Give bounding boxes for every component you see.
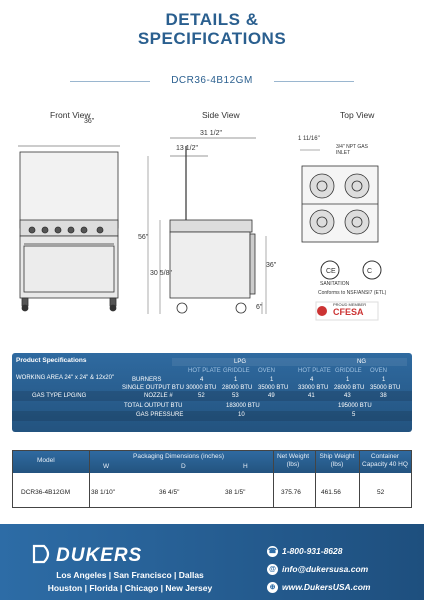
label-nozzle: NOZZLE # bbox=[144, 393, 173, 399]
th-container: Container Capacity 40 HQ bbox=[362, 453, 408, 468]
website-link[interactable]: www.DukersUSA.com bbox=[282, 582, 371, 592]
lpg-btu-hp: 30000 BTU bbox=[186, 385, 217, 391]
leg-dim: 6" bbox=[256, 304, 263, 311]
email-link[interactable]: info@dukersusa.com bbox=[282, 564, 369, 574]
lpg-nozzle-hp: 52 bbox=[198, 393, 205, 399]
ng-btu-gr: 28000 BTU bbox=[334, 385, 365, 391]
th-w: W bbox=[103, 463, 110, 470]
model-header bbox=[70, 72, 354, 92]
ng-burners-ov: 1 bbox=[382, 377, 386, 383]
header-band bbox=[172, 358, 407, 366]
gas-type: GAS TYPE LPG/NG bbox=[32, 393, 87, 399]
ng-col-hotplate: HOT PLATE bbox=[298, 368, 331, 374]
td-w: 38 1/10" bbox=[91, 489, 115, 496]
sanitation-logo-mark: CE bbox=[326, 268, 336, 275]
height-total-dim: 56" bbox=[138, 234, 149, 241]
lpg-total: 183000 BTU bbox=[226, 403, 260, 409]
th-packaging: Packaging Dimensions (inches) bbox=[133, 453, 225, 460]
phone-number[interactable]: 1-800-931-8628 bbox=[282, 546, 343, 556]
front-view-drawing bbox=[18, 146, 120, 311]
phone-icon: ☎ bbox=[268, 548, 277, 555]
globe-icon: ⊕ bbox=[267, 582, 278, 593]
label-burners: BURNERS bbox=[132, 377, 162, 383]
gas-inlet-label: 3/4" NPT GAS INLET bbox=[336, 144, 368, 156]
th-ship-weight: Ship Weight (lbs) bbox=[319, 453, 355, 468]
etl-logo-mark: C bbox=[367, 268, 373, 275]
td-d: 36 4/5" bbox=[159, 489, 180, 496]
lpg-btu-ov: 35000 BTU bbox=[258, 385, 289, 391]
th-model: Model bbox=[37, 457, 55, 464]
divider-right bbox=[274, 81, 354, 82]
height-work-dim: 36" bbox=[266, 262, 277, 269]
product-specifications bbox=[12, 353, 412, 432]
ng-burners-hp: 4 bbox=[310, 377, 314, 383]
lpg-nozzle-gr: 53 bbox=[232, 393, 239, 399]
packaging-table bbox=[12, 450, 412, 508]
lpg-burners-gr: 1 bbox=[234, 377, 238, 383]
lpg-col-griddle: GRIDDLE bbox=[223, 368, 250, 374]
top-offset-dim: 1 11/16" bbox=[298, 136, 320, 142]
ng-nozzle-hp: 41 bbox=[308, 393, 315, 399]
page-title: DETAILS & SPECIFICATIONS bbox=[137, 10, 287, 48]
lpg-burners-hp: 4 bbox=[200, 377, 204, 383]
top-view-label: Top View bbox=[340, 110, 375, 120]
height-mid-dim: 30 5/8" bbox=[150, 270, 172, 277]
top-view-drawing bbox=[300, 150, 378, 242]
lpg-burners-ov: 1 bbox=[270, 377, 274, 383]
lpg-nozzle-ov: 49 bbox=[268, 393, 275, 399]
th-d: D bbox=[181, 463, 186, 470]
col-divider bbox=[359, 451, 360, 507]
side-top-dim: 13 1/2" bbox=[176, 145, 198, 152]
ng-col-oven: OVEN bbox=[370, 368, 388, 374]
side-view-drawing bbox=[148, 138, 266, 314]
ng-btu-hp: 33000 BTU bbox=[298, 385, 329, 391]
model-number: DCR36-4B12GM bbox=[171, 75, 253, 86]
cities-line-2: Houston | Florida | Chicago | New Jersey bbox=[47, 583, 213, 593]
col-divider bbox=[89, 451, 90, 507]
dukers-logo-icon bbox=[30, 542, 54, 566]
cfesa-member-label: PROUD MEMBER bbox=[333, 302, 367, 307]
td-ship: 461.56 bbox=[321, 489, 341, 496]
city-list bbox=[30, 569, 230, 595]
td-h: 38 1/5" bbox=[225, 489, 246, 496]
lpg-pressure: 10 bbox=[238, 412, 245, 418]
working-area: WORKING AREA 24" x 24" & 12x20" bbox=[16, 375, 115, 381]
th-net-weight: Net Weight (lbs) bbox=[276, 453, 310, 468]
sanitation-label: SANITATION bbox=[320, 281, 350, 287]
lpg-col-oven: OVEN bbox=[258, 368, 276, 374]
label-total-btu: TOTAL OUTPUT BTU bbox=[124, 403, 183, 409]
ng-btu-ov: 35000 BTU bbox=[370, 385, 401, 391]
th-h: H bbox=[243, 463, 248, 470]
ng-nozzle-ov: 38 bbox=[380, 393, 387, 399]
td-container: 52 bbox=[377, 489, 385, 496]
ng-pressure: 5 bbox=[352, 412, 356, 418]
front-width-dim: 36" bbox=[84, 118, 95, 125]
td-net: 375.76 bbox=[281, 489, 301, 496]
specs-title: Product Specifications bbox=[16, 357, 87, 364]
ng-col-griddle: GRIDDLE bbox=[335, 368, 362, 374]
col-divider bbox=[315, 451, 316, 507]
ng-burners-gr: 1 bbox=[346, 377, 350, 383]
lpg-header: LPG bbox=[234, 359, 247, 365]
cfesa-label: CFESA bbox=[333, 307, 364, 317]
ng-nozzle-gr: 43 bbox=[344, 393, 351, 399]
lpg-btu-gr: 28000 BTU bbox=[222, 385, 253, 391]
ng-header: NG bbox=[357, 359, 366, 365]
side-view-label: Side View bbox=[202, 110, 240, 120]
label-gas-pressure: GAS PRESSURE bbox=[136, 412, 184, 418]
front-view-label: Front View bbox=[50, 110, 91, 120]
side-depth-dim: 31 1/2" bbox=[200, 130, 222, 137]
label-single-btu: SINGLE OUTPUT BTU bbox=[122, 385, 184, 391]
cities-line-1: Los Angeles | San Francisco | Dallas bbox=[56, 570, 204, 580]
td-model: DCR36-4B12GM bbox=[21, 489, 71, 496]
email-icon: @ bbox=[267, 564, 278, 575]
nsf-label: Conforms to NSF/ANSI7 (ETL) bbox=[318, 290, 387, 296]
lpg-col-hotplate: HOT PLATE bbox=[188, 368, 221, 374]
brand-logo: DUKERS bbox=[56, 545, 143, 566]
col-divider bbox=[273, 451, 274, 507]
ng-total: 195000 BTU bbox=[338, 403, 372, 409]
